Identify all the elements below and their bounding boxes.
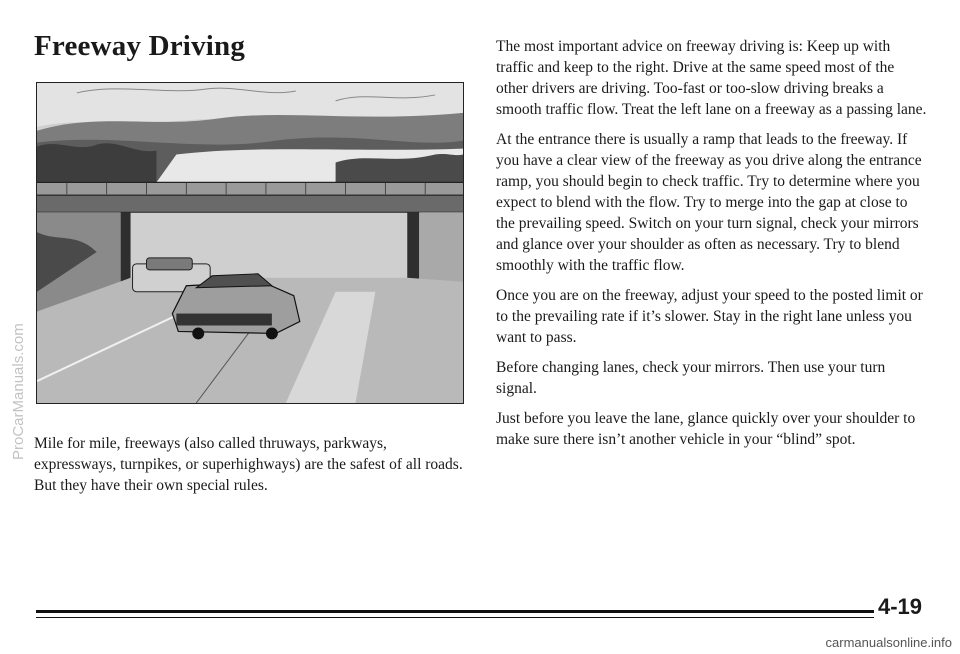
right-column [496, 36, 928, 459]
paragraph-freeway-advice: The most important advice on freeway driving is: Keep up with traffic and keep to the right. Drive at the same speed most of the other drivers are driving. Too-fast or too-slow driving breaks a smooth traffic flow. Treat the left lane on a freeway as a passing lane. [496, 38, 927, 118]
paragraph-entrance-ramp: At the entrance there is usually a ramp that leads to the freeway. If you have a clear view of the freeway as you drive along the entrance ramp, you should begin to check traffic. Try to determine where you expect to blend with the flow. Try to merge into the gap at close to the prevailing speed. Switch on your turn signal, check your mirrors and glance over your shoulder as often as necessary. Try to blend smoothly with the traffic flow. [496, 131, 922, 274]
paragraph-blind-spot: Just before you leave the lane, glance quickly over your shoulder to make sure there isn’t another vehicle in your “blind” spot. [496, 410, 916, 448]
side-watermark: ProCarManuals.com [10, 323, 27, 460]
paragraph-adjust-speed: Once you are on the freeway, adjust your speed to the posted limit or to the prevailing rate if it’s slower. Stay in the right lane unless you want to pass. [496, 287, 923, 346]
footer-watermark: carmanualsonline.info [825, 635, 952, 650]
page-title: Freeway Driving [34, 30, 246, 62]
page-number: 4-19 [877, 594, 922, 619]
paragraph-changing-lanes: Before changing lanes, check your mirrors. Then use your turn signal. [496, 359, 886, 397]
footer-rule-thin [36, 617, 874, 618]
freeway-illustration [36, 82, 464, 404]
footer-rule-thick [36, 610, 874, 613]
intro-paragraph: Mile for mile, freeways (also called thruways, parkways, expressways, turnpikes, or superhighways) are the safest of all roads. But they have their own special rules. [34, 435, 463, 494]
